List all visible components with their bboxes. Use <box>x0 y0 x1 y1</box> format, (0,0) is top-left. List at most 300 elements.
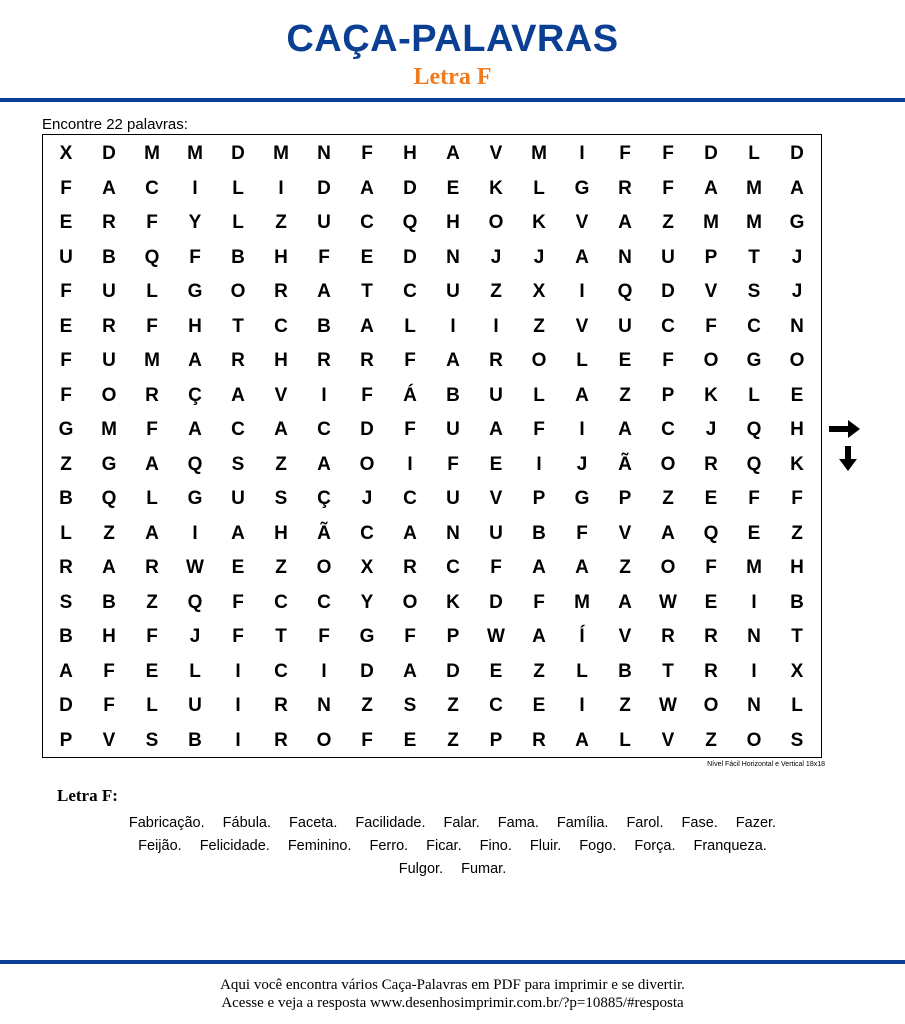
grid-cell[interactable]: U <box>661 246 675 268</box>
grid-cell[interactable]: L <box>748 143 760 164</box>
grid-cell[interactable]: H <box>403 143 417 164</box>
grid-cell[interactable]: C <box>145 177 159 199</box>
grid-cell[interactable]: M <box>101 419 117 440</box>
grid-cell[interactable]: M <box>273 143 289 164</box>
grid-cell[interactable]: P <box>489 729 503 751</box>
grid-cell[interactable]: K <box>532 212 546 233</box>
grid-cell[interactable]: B <box>102 246 116 268</box>
grid-cell[interactable]: C <box>403 281 417 302</box>
grid-cell[interactable]: Q <box>101 488 117 509</box>
grid-cell[interactable]: T <box>748 246 760 268</box>
grid-cell[interactable]: A <box>790 177 804 199</box>
grid-cell[interactable]: S <box>59 591 73 613</box>
grid-cell[interactable]: B <box>618 660 632 682</box>
grid-cell[interactable]: Z <box>533 660 545 682</box>
grid-cell[interactable]: E <box>618 350 632 371</box>
grid-cell[interactable]: Z <box>103 522 115 544</box>
grid-cell[interactable]: O <box>703 350 719 371</box>
grid-cell[interactable]: E <box>360 246 374 268</box>
grid-cell[interactable]: V <box>489 143 503 164</box>
grid-cell[interactable]: J <box>189 626 201 647</box>
grid-cell[interactable]: E <box>489 453 503 475</box>
grid-cell[interactable]: Z <box>361 695 373 716</box>
grid-cell[interactable]: L <box>619 729 631 751</box>
grid-cell[interactable]: A <box>59 660 73 682</box>
grid-cell[interactable]: N <box>317 143 331 164</box>
grid-cell[interactable]: D <box>403 177 417 199</box>
grid-cell[interactable]: Z <box>275 557 287 578</box>
grid-cell[interactable]: E <box>790 384 804 406</box>
grid-cell[interactable]: F <box>232 626 244 647</box>
grid-cell[interactable]: O <box>789 350 805 371</box>
grid-cell[interactable]: B <box>231 246 245 268</box>
grid-cell[interactable]: E <box>747 522 761 544</box>
grid-cell[interactable]: Z <box>619 384 631 406</box>
grid-cell[interactable]: U <box>446 281 460 302</box>
grid-cell[interactable]: I <box>579 419 585 440</box>
grid-cell[interactable]: E <box>403 729 417 751</box>
grid-cell[interactable]: Z <box>447 729 459 751</box>
grid-cell[interactable]: X <box>59 143 73 164</box>
grid-cell[interactable]: F <box>60 177 72 199</box>
grid-cell[interactable]: U <box>59 246 73 268</box>
grid-cell[interactable]: R <box>317 350 331 371</box>
grid-cell[interactable]: T <box>232 315 244 337</box>
grid-cell[interactable]: M <box>746 212 762 233</box>
grid-cell[interactable]: Q <box>703 522 719 544</box>
grid-cell[interactable]: R <box>59 557 73 578</box>
grid-cell[interactable]: G <box>187 488 203 509</box>
grid-cell[interactable]: Í <box>579 626 585 647</box>
grid-cell[interactable]: H <box>102 626 116 647</box>
grid-cell[interactable]: K <box>790 453 804 475</box>
grid-cell[interactable]: T <box>361 281 373 302</box>
grid-cell[interactable]: F <box>146 212 158 233</box>
grid-cell[interactable]: A <box>661 522 675 544</box>
grid-cell[interactable]: U <box>188 695 202 716</box>
grid-cell[interactable]: C <box>360 522 374 544</box>
grid-cell[interactable]: D <box>446 660 460 682</box>
grid-cell[interactable]: V <box>704 281 718 302</box>
grid-cell[interactable]: O <box>703 695 719 716</box>
grid-cell[interactable]: A <box>403 660 417 682</box>
grid-cell[interactable]: L <box>748 384 760 406</box>
grid-cell[interactable]: A <box>360 315 374 337</box>
grid-cell[interactable]: O <box>359 453 375 475</box>
grid-cell[interactable]: I <box>579 143 585 164</box>
grid-cell[interactable]: Z <box>619 695 631 716</box>
grid-cell[interactable]: Z <box>490 281 502 302</box>
grid-cell[interactable]: F <box>146 419 158 440</box>
grid-cell[interactable]: V <box>274 384 288 406</box>
grid-cell[interactable]: F <box>447 453 459 475</box>
grid-cell[interactable]: F <box>748 488 760 509</box>
grid-cell[interactable]: L <box>60 522 72 544</box>
grid-cell[interactable]: K <box>446 591 460 613</box>
grid-cell[interactable]: E <box>59 212 73 233</box>
grid-cell[interactable]: P <box>704 246 718 268</box>
grid-cell[interactable]: A <box>532 557 546 578</box>
grid-cell[interactable]: Z <box>146 591 158 613</box>
grid-cell[interactable]: B <box>317 315 331 337</box>
grid-cell[interactable]: L <box>404 315 416 337</box>
grid-cell[interactable]: S <box>790 729 804 751</box>
grid-cell[interactable]: D <box>489 591 503 613</box>
grid-cell[interactable]: Q <box>144 246 160 268</box>
grid-cell[interactable]: U <box>102 281 116 302</box>
grid-cell[interactable]: V <box>575 212 589 233</box>
grid-cell[interactable]: A <box>102 177 116 199</box>
grid-cell[interactable]: C <box>661 419 675 440</box>
grid-cell[interactable]: E <box>145 660 159 682</box>
grid-cell[interactable]: F <box>662 350 674 371</box>
grid-cell[interactable]: I <box>579 695 585 716</box>
grid-cell[interactable]: F <box>189 246 201 268</box>
grid-cell[interactable]: A <box>188 350 202 371</box>
grid-cell[interactable]: F <box>533 419 545 440</box>
grid-cell[interactable]: W <box>186 557 204 578</box>
grid-cell[interactable]: D <box>790 143 804 164</box>
grid-cell[interactable]: F <box>619 143 631 164</box>
grid-cell[interactable]: R <box>403 557 417 578</box>
grid-cell[interactable]: L <box>232 177 244 199</box>
grid-cell[interactable]: I <box>493 315 499 337</box>
grid-cell[interactable]: M <box>703 212 719 233</box>
grid-cell[interactable]: W <box>659 591 677 613</box>
grid-cell[interactable]: Y <box>188 212 202 233</box>
grid-cell[interactable]: F <box>361 729 373 751</box>
grid-cell[interactable]: B <box>446 384 460 406</box>
grid-cell[interactable]: V <box>618 522 632 544</box>
grid-cell[interactable]: V <box>618 626 632 647</box>
grid-cell[interactable]: F <box>662 143 674 164</box>
grid-cell[interactable]: L <box>189 660 201 682</box>
grid-cell[interactable]: Q <box>746 419 762 440</box>
grid-cell[interactable]: A <box>403 522 417 544</box>
grid-cell[interactable]: M <box>574 591 590 613</box>
grid-cell[interactable]: C <box>317 419 331 440</box>
grid-cell[interactable]: M <box>144 143 160 164</box>
grid-cell[interactable]: Ç <box>188 384 202 406</box>
grid-cell[interactable]: C <box>489 695 503 716</box>
grid-cell[interactable]: A <box>575 557 589 578</box>
grid-cell[interactable]: X <box>790 660 804 682</box>
grid-cell[interactable]: Z <box>619 557 631 578</box>
grid-cell[interactable]: A <box>446 350 460 371</box>
grid-cell[interactable]: G <box>101 453 117 475</box>
grid-cell[interactable]: D <box>231 143 245 164</box>
grid-cell[interactable]: J <box>490 246 502 268</box>
grid-cell[interactable]: U <box>231 488 245 509</box>
grid-cell[interactable]: A <box>532 626 546 647</box>
grid-cell[interactable]: A <box>618 591 632 613</box>
grid-cell[interactable]: S <box>145 729 159 751</box>
grid-cell[interactable]: R <box>704 626 718 647</box>
grid-cell[interactable]: G <box>359 626 375 647</box>
grid-cell[interactable]: R <box>145 384 159 406</box>
grid-cell[interactable]: C <box>403 488 417 509</box>
grid-cell[interactable]: T <box>275 626 287 647</box>
grid-cell[interactable]: R <box>231 350 245 371</box>
grid-cell[interactable]: A <box>575 384 589 406</box>
grid-cell[interactable]: G <box>746 350 762 371</box>
grid-cell[interactable]: D <box>704 143 718 164</box>
grid-cell[interactable]: E <box>231 557 245 578</box>
grid-cell[interactable]: O <box>660 557 676 578</box>
grid-cell[interactable]: R <box>102 315 116 337</box>
grid-cell[interactable]: F <box>705 315 717 337</box>
grid-cell[interactable]: B <box>102 591 116 613</box>
grid-cell[interactable]: J <box>361 488 373 509</box>
grid-cell[interactable]: U <box>618 315 632 337</box>
grid-cell[interactable]: F <box>404 419 416 440</box>
grid-cell[interactable]: Q <box>617 281 633 302</box>
grid-cell[interactable]: C <box>274 315 288 337</box>
grid-cell[interactable]: L <box>576 350 588 371</box>
grid-cell[interactable]: U <box>446 488 460 509</box>
grid-cell[interactable]: M <box>144 350 160 371</box>
grid-cell[interactable]: O <box>660 453 676 475</box>
grid-cell[interactable]: Ç <box>317 488 331 509</box>
grid-cell[interactable]: Z <box>705 729 717 751</box>
grid-cell[interactable]: P <box>446 626 460 647</box>
grid-cell[interactable]: H <box>790 557 804 578</box>
grid-cell[interactable]: N <box>446 522 460 544</box>
grid-cell[interactable]: O <box>316 729 332 751</box>
grid-cell[interactable]: F <box>490 557 502 578</box>
grid-cell[interactable]: D <box>102 143 116 164</box>
grid-cell[interactable]: I <box>751 591 757 613</box>
grid-cell[interactable]: V <box>575 315 589 337</box>
grid-cell[interactable]: F <box>318 626 330 647</box>
grid-cell[interactable]: P <box>661 384 675 406</box>
grid-cell[interactable]: C <box>317 591 331 613</box>
grid-cell[interactable]: N <box>747 626 761 647</box>
grid-cell[interactable]: E <box>704 488 718 509</box>
grid-cell[interactable]: I <box>321 660 327 682</box>
grid-cell[interactable]: Q <box>187 453 203 475</box>
grid-cell[interactable]: N <box>747 695 761 716</box>
grid-cell[interactable]: G <box>574 488 590 509</box>
grid-cell[interactable]: F <box>361 143 373 164</box>
grid-cell[interactable]: V <box>102 729 116 751</box>
grid-cell[interactable]: Á <box>403 384 417 406</box>
grid-cell[interactable]: Z <box>447 695 459 716</box>
grid-cell[interactable]: B <box>532 522 546 544</box>
grid-cell[interactable]: B <box>790 591 804 613</box>
word-search-grid[interactable] <box>42 134 822 758</box>
grid-cell[interactable]: S <box>231 453 245 475</box>
grid-cell[interactable]: S <box>274 488 288 509</box>
grid-cell[interactable]: H <box>446 212 460 233</box>
grid-cell[interactable]: B <box>59 488 73 509</box>
grid-cell[interactable]: L <box>576 660 588 682</box>
grid-cell[interactable]: G <box>58 419 74 440</box>
grid-cell[interactable]: T <box>791 626 803 647</box>
grid-cell[interactable]: H <box>274 350 288 371</box>
grid-cell[interactable]: M <box>187 143 203 164</box>
grid-cell[interactable]: A <box>274 419 288 440</box>
grid-cell[interactable]: O <box>101 384 117 406</box>
grid-cell[interactable]: A <box>618 212 632 233</box>
grid-cell[interactable]: A <box>231 384 245 406</box>
grid-cell[interactable]: R <box>102 212 116 233</box>
grid-cell[interactable]: I <box>235 660 241 682</box>
grid-cell[interactable]: I <box>321 384 327 406</box>
grid-cell[interactable]: J <box>791 246 803 268</box>
grid-cell[interactable]: A <box>231 522 245 544</box>
grid-cell[interactable]: H <box>790 419 804 440</box>
grid-cell[interactable]: R <box>532 729 546 751</box>
grid-cell[interactable]: O <box>316 557 332 578</box>
grid-cell[interactable]: F <box>533 591 545 613</box>
grid-cell[interactable]: G <box>187 281 203 302</box>
grid-cell[interactable]: U <box>102 350 116 371</box>
grid-cell[interactable]: Z <box>662 488 674 509</box>
grid-cell[interactable]: R <box>489 350 503 371</box>
grid-cell[interactable]: C <box>747 315 761 337</box>
grid-cell[interactable]: Z <box>275 212 287 233</box>
grid-cell[interactable]: F <box>232 591 244 613</box>
grid-cell[interactable]: I <box>192 177 198 199</box>
grid-cell[interactable]: F <box>404 626 416 647</box>
grid-cell[interactable]: A <box>489 419 503 440</box>
grid-cell[interactable]: U <box>489 522 503 544</box>
grid-cell[interactable]: F <box>146 626 158 647</box>
grid-cell[interactable]: P <box>59 729 73 751</box>
grid-cell[interactable]: E <box>59 315 73 337</box>
grid-cell[interactable]: F <box>705 557 717 578</box>
grid-cell[interactable]: L <box>533 384 545 406</box>
grid-cell[interactable]: E <box>489 660 503 682</box>
grid-cell[interactable]: R <box>360 350 374 371</box>
grid-cell[interactable]: J <box>533 246 545 268</box>
grid-cell[interactable]: O <box>402 591 418 613</box>
grid-cell[interactable]: M <box>531 143 547 164</box>
grid-cell[interactable]: L <box>146 488 158 509</box>
grid-cell[interactable]: F <box>791 488 803 509</box>
grid-cell[interactable]: I <box>235 729 241 751</box>
grid-cell[interactable]: F <box>662 177 674 199</box>
grid-cell[interactable]: D <box>360 660 374 682</box>
grid-cell[interactable]: F <box>404 350 416 371</box>
grid-cell[interactable]: B <box>59 626 73 647</box>
grid-cell[interactable]: N <box>790 315 804 337</box>
grid-cell[interactable]: X <box>360 557 374 578</box>
grid-cell[interactable]: P <box>618 488 632 509</box>
grid-cell[interactable]: N <box>446 246 460 268</box>
grid-cell[interactable]: Q <box>746 453 762 475</box>
grid-cell[interactable]: Z <box>275 453 287 475</box>
grid-cell[interactable]: R <box>274 281 288 302</box>
grid-cell[interactable]: I <box>579 281 585 302</box>
grid-cell[interactable]: H <box>274 246 288 268</box>
grid-cell[interactable]: P <box>532 488 546 509</box>
grid-cell[interactable]: V <box>661 729 675 751</box>
grid-cell[interactable]: R <box>704 660 718 682</box>
grid-cell[interactable]: V <box>489 488 503 509</box>
grid-cell[interactable]: J <box>576 453 588 475</box>
grid-cell[interactable]: A <box>360 177 374 199</box>
grid-cell[interactable]: R <box>704 453 718 475</box>
grid-cell[interactable]: W <box>487 626 505 647</box>
grid-cell[interactable]: W <box>659 695 677 716</box>
grid-cell[interactable]: M <box>746 557 762 578</box>
grid-cell[interactable]: Z <box>662 212 674 233</box>
grid-cell[interactable]: S <box>403 695 417 716</box>
grid-cell[interactable]: L <box>146 281 158 302</box>
grid-cell[interactable]: I <box>192 522 198 544</box>
grid-cell[interactable]: B <box>188 729 202 751</box>
grid-cell[interactable]: R <box>618 177 632 199</box>
grid-cell[interactable]: Q <box>187 591 203 613</box>
grid-cell[interactable]: A <box>188 419 202 440</box>
grid-cell[interactable]: D <box>317 177 331 199</box>
grid-cell[interactable]: R <box>274 729 288 751</box>
grid-cell[interactable]: R <box>145 557 159 578</box>
grid-cell[interactable]: F <box>146 315 158 337</box>
grid-cell[interactable]: C <box>274 660 288 682</box>
grid-cell[interactable]: E <box>704 591 718 613</box>
grid-cell[interactable]: L <box>791 695 803 716</box>
grid-cell[interactable]: F <box>103 695 115 716</box>
grid-cell[interactable]: F <box>60 384 72 406</box>
grid-cell[interactable]: J <box>791 281 803 302</box>
grid-cell[interactable]: N <box>618 246 632 268</box>
grid-cell[interactable]: A <box>575 246 589 268</box>
grid-cell[interactable]: A <box>618 419 632 440</box>
grid-cell[interactable]: N <box>317 695 331 716</box>
grid-cell[interactable]: I <box>751 660 757 682</box>
grid-cell[interactable]: A <box>102 557 116 578</box>
grid-cell[interactable]: O <box>746 729 762 751</box>
grid-cell[interactable]: D <box>59 695 73 716</box>
grid-cell[interactable]: H <box>274 522 288 544</box>
grid-cell[interactable]: D <box>661 281 675 302</box>
grid-cell[interactable]: C <box>231 419 245 440</box>
grid-cell[interactable]: F <box>60 350 72 371</box>
grid-cell[interactable]: C <box>661 315 675 337</box>
grid-cell[interactable]: Q <box>402 212 418 233</box>
grid-cell[interactable]: H <box>188 315 202 337</box>
grid-cell[interactable]: U <box>317 212 331 233</box>
grid-cell[interactable]: L <box>146 695 158 716</box>
grid-cell[interactable]: A <box>145 453 159 475</box>
grid-cell[interactable]: Y <box>360 591 374 613</box>
grid-cell[interactable]: Ã <box>317 522 331 544</box>
grid-cell[interactable]: U <box>446 419 460 440</box>
grid-cell[interactable]: U <box>489 384 503 406</box>
grid-cell[interactable]: X <box>532 281 546 302</box>
grid-cell[interactable]: I <box>407 453 413 475</box>
grid-cell[interactable]: F <box>361 384 373 406</box>
grid-cell[interactable]: A <box>575 729 589 751</box>
grid-cell[interactable]: A <box>145 522 159 544</box>
grid-cell[interactable]: E <box>532 695 546 716</box>
grid-cell[interactable]: Z <box>533 315 545 337</box>
grid-cell[interactable]: K <box>489 177 503 199</box>
grid-cell[interactable]: F <box>318 246 330 268</box>
grid-cell[interactable]: A <box>317 453 331 475</box>
grid-cell[interactable]: Z <box>60 453 72 475</box>
grid-cell[interactable]: L <box>533 177 545 199</box>
grid-cell[interactable]: C <box>446 557 460 578</box>
grid-cell[interactable]: C <box>274 591 288 613</box>
grid-cell[interactable]: J <box>705 419 717 440</box>
grid-cell[interactable]: A <box>704 177 718 199</box>
grid-cell[interactable]: A <box>317 281 331 302</box>
grid-cell[interactable]: E <box>446 177 460 199</box>
